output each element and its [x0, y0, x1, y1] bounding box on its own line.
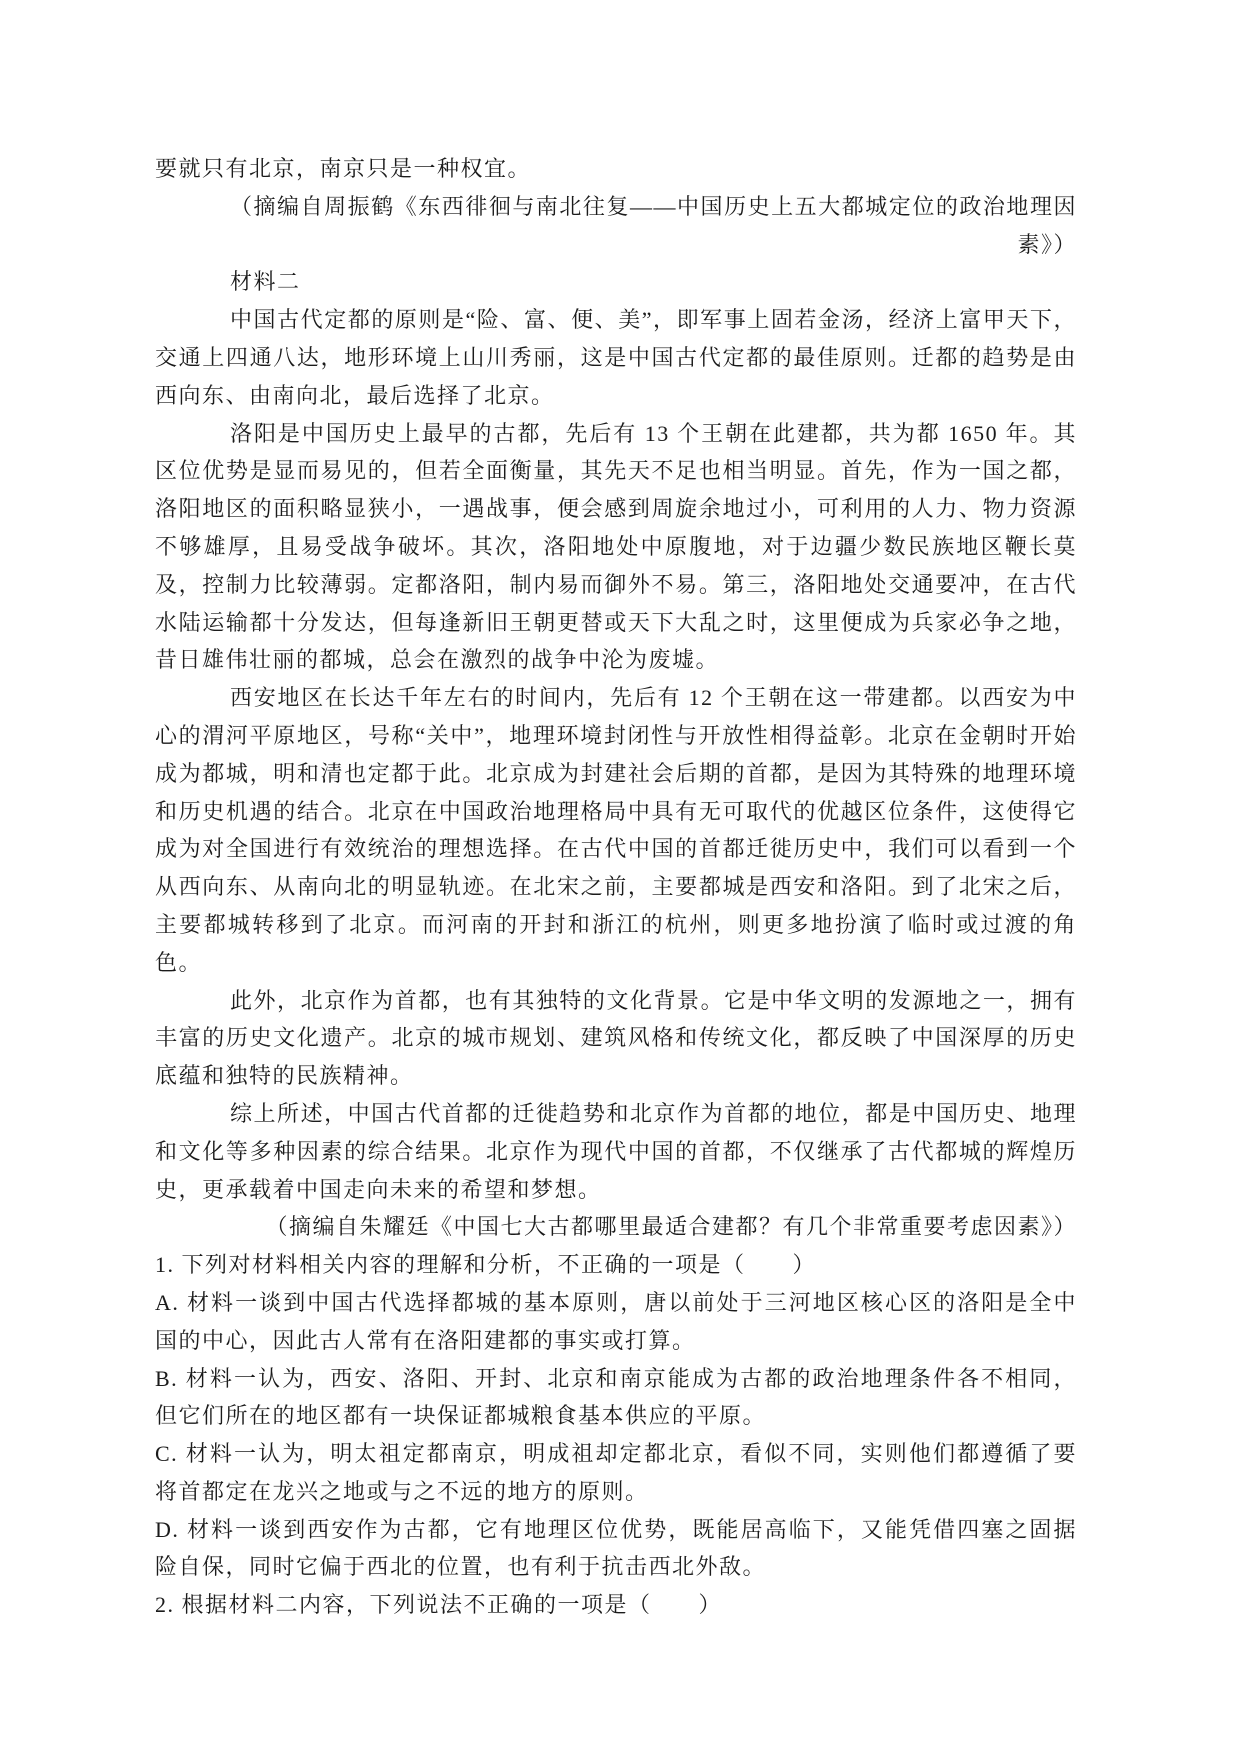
document-text-block — [155, 150, 1077, 1624]
question-stem: 2. 根据材料二内容，下列说法不正确的一项是（ ） — [155, 1592, 723, 1618]
paragraph: 材料二 — [230, 269, 301, 295]
paragraph: 要就只有北京，南京只是一种权宜。 — [155, 156, 532, 181]
answer-option: A. 材料一谈到中国古代选择都城的基本原则，唐以前处于三河地区核心区的洛阳是全中国的中心，因此古人常有在洛阳建都的事实或打算。 — [155, 1289, 1077, 1353]
source-attribution: （摘编自朱耀廷《中国七大古都哪里最适合建都？有几个非常重要考虑因素》） — [265, 1214, 1077, 1240]
paragraph: 洛阳是中国历史上最早的古都，先后有 13 个王朝在此建都，共为都 1650 年。其区位优势是显而易见的，但若全面衡量，其先天不足也相当明显。首先，作为一国之都，洛阳地区的面积略显狭小，一遇战事，便会感到周旋余地过小，可利用的人力、物力资源不够雄厚，且易受战争破坏。其次，洛阳地处中原腹地，对于边疆少数民族地区鞭长莫及，控制力比较薄弱。定都洛阳，制内易而御外不易。第三，洛阳地处交通要冲，在古代水陆运输都十分发达，但每逢新旧王朝更替或天下大乱之时，这里便成为兵家必争之地，昔日雄伟壮丽的都城，总会在激烈的战争中沦为废墟。 — [155, 420, 1077, 673]
answer-option: C. 材料一认为，明太祖定都南京，明成祖却定都北京，看似不同，实则他们都遵循了要将首都定在龙兴之地或与之不远的地方的原则。 — [155, 1441, 1077, 1504]
question-stem: 1. 下列对材料相关内容的理解和分析，不正确的一项是（ ） — [155, 1252, 817, 1278]
paragraph: 西安地区在长达千年左右的时间内，先后有 12 个王朝在这一带建都。以西安为中心的渭河平原地区，号称“关中”，地理环境封闭性与开放性相得益彰。北京在金朝时开始成为都城，明和清也定都于此。北京成为封建社会后期的首都，是因为其特殊的地理环境和历史机遇的结合。北京在中国政治地理格局中具有无可取代的优越区位条件，这使得它成为对全国进行有效统治的理想选择。在古代中国的首都迁徙历史中，我们可以看到一个从西向东、从南向北的明显轨迹。在北宋之前，主要都城是西安和洛阳。到了北宋之后，主要都城转移到了北京。而河南的开封和浙江的杭州，则更多地扮演了临时或过渡的角色。 — [155, 685, 1077, 975]
answer-option: D. 材料一谈到西安作为古都，它有地理区位优势，既能居高临下，又能凭借四塞之固据险自保，同时它偏于西北的位置，也有利于抗击西北外敌。 — [155, 1516, 1077, 1580]
paragraph: 中国古代定都的原则是“险、富、便、美”，即军事上固若金汤，经济上富甲天下，交通上四通八达，地形环境上山川秀丽，这是中国古代定都的最佳原则。迁都的趋势是由西向东、由南向北，最后选择了北京。 — [155, 307, 1077, 408]
paragraph: 综上所述，中国古代首都的迁徙趋势和北京作为首都的地位，都是中国历史、地理和文化等多种因素的综合结果。北京作为现代中国的首都，不仅继承了古代都城的辉煌历史，更承载着中国走向未来的希望和梦想。 — [155, 1100, 1077, 1202]
answer-option: B. 材料一认为，西安、洛阳、开封、北京和南京能成为古都的政治地理条件各不相同，但它们所在的地区都有一块保证都城粮食基本供应的平原。 — [155, 1365, 1077, 1429]
paragraph: 此外，北京作为首都，也有其独特的文化背景。它是中华文明的发源地之一，拥有丰富的历史文化遗产。北京的城市规划、建筑风格和传统文化，都反映了中国深厚的历史底蕴和独特的民族精神。 — [155, 987, 1077, 1089]
source-attribution: （摘编自周振鹤《东西徘徊与南北往复——中国历史上五大都城定位的政治地理因素》） — [230, 193, 1077, 257]
